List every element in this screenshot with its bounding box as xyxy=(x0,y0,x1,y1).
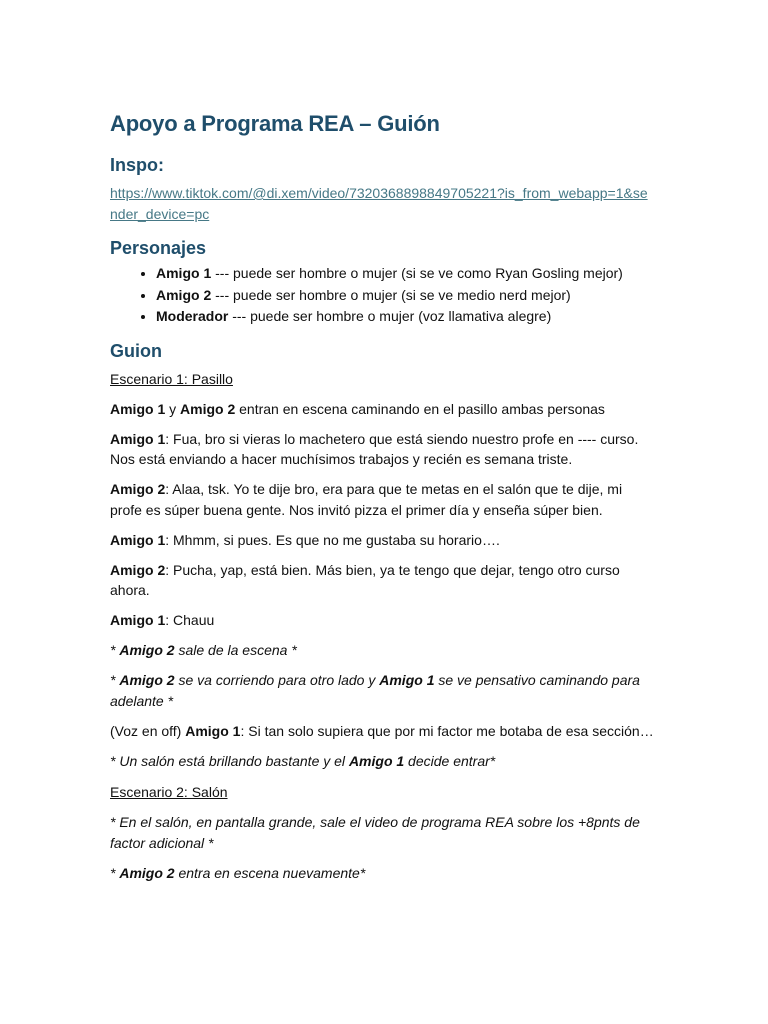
stage-direction xyxy=(110,863,655,884)
speaker-name: Amigo 2 xyxy=(110,481,166,497)
speaker-name: Amigo 1 xyxy=(110,400,166,417)
script-paragraph xyxy=(110,560,655,601)
dialogue-text: : Alaa, tsk. Yo te dije bro, era para que te metas en el salón que te dije, mi profe es súper buena gente. Nos invitó pizza el primer día y enseña súper bien. xyxy=(110,481,623,518)
guion-heading: Guion xyxy=(110,340,162,361)
stage-direction xyxy=(110,751,655,772)
direction-text: * xyxy=(110,672,120,688)
dialogue-text: : Fua, bro si vieras lo machetero que está siendo nuestro profe en ---- curso. Nos está enviando a hacer muchísimos trabajos y recién es semana triste. xyxy=(110,430,639,467)
personajes-heading: Personajes xyxy=(110,238,207,258)
speaker-name: Amigo 1 xyxy=(379,672,435,688)
character-desc: --- puede ser hombre o mujer (si se ve medio nerd mejor) xyxy=(211,286,571,303)
direction-text: se va corriendo para otro lado y xyxy=(174,672,380,688)
character-item xyxy=(156,285,655,307)
direction-text: * Un salón está brillando bastante y el xyxy=(110,752,349,769)
dialogue-text: : Chauu xyxy=(165,612,215,628)
dialogue-text: : Si tan solo supiera que por mi factor me botaba de esa sección… xyxy=(240,722,654,739)
stage-direction xyxy=(110,640,655,661)
speaker-name: Amigo 2 xyxy=(180,400,236,417)
document-title: Apoyo a Programa REA – Guión xyxy=(110,111,440,136)
speaker-name: Amigo 1 xyxy=(110,612,166,628)
speaker-name: Amigo 1 xyxy=(110,531,166,548)
voice-over-label: (Voz en off) xyxy=(110,722,186,739)
character-name: Amigo 2 xyxy=(156,286,212,303)
speaker-name: Amigo 1 xyxy=(348,752,405,769)
character-name: Moderador xyxy=(156,308,229,324)
speaker-name: Amigo 2 xyxy=(110,561,166,578)
speaker-name: Amigo 1 xyxy=(185,722,241,739)
character-list xyxy=(110,263,655,328)
tiktok-link[interactable]: https://www.tiktok.com/@di.xem/video/7320368898849705221?is_from_webapp=1&sender_device=pc xyxy=(110,185,648,222)
direction-text: se ve pensativo caminando para adelante * xyxy=(110,672,640,709)
script-paragraph xyxy=(110,479,655,520)
script-paragraph xyxy=(110,721,655,742)
direction-text: entra en escena nuevamente* xyxy=(174,864,366,881)
direction-text: sale de la escena * xyxy=(174,642,297,658)
script-paragraph xyxy=(110,399,655,420)
character-desc: --- puede ser hombre o mujer (voz llamativa alegre) xyxy=(228,308,552,324)
script-paragraph xyxy=(110,530,655,551)
stage-direction xyxy=(110,670,655,711)
script-paragraph xyxy=(110,429,655,470)
speaker-name: Amigo 2 xyxy=(119,864,175,881)
dialogue-text: : Mhmm, si pues. Es que no me gustaba su horario…. xyxy=(165,531,500,548)
scene-2-heading: Escenario 2: Salón xyxy=(110,784,228,800)
character-name: Amigo 1 xyxy=(156,265,212,281)
dialogue-text: : Pucha, yap, está bien. Más bien, ya te tengo que dejar, tengo otro curso ahora. xyxy=(110,561,620,598)
scene-1-heading: Escenario 1: Pasillo xyxy=(110,370,233,387)
document-content xyxy=(110,110,655,883)
script-paragraph xyxy=(110,610,655,631)
direction-text: decide entrar* xyxy=(404,752,496,769)
inspo-heading: Inspo: xyxy=(110,155,164,175)
speaker-name: Amigo 2 xyxy=(119,642,175,658)
character-desc: --- puede ser hombre o mujer (si se ve como Ryan Gosling mejor) xyxy=(211,265,623,281)
direction-text: * xyxy=(110,642,120,658)
character-item xyxy=(156,263,655,285)
direction-text: * xyxy=(110,864,120,881)
stage-direction: * En el salón, en pantalla grande, sale el video de programa REA sobre los +8pnts de factor adicional * xyxy=(110,814,640,851)
character-item xyxy=(156,306,655,328)
paragraph-text: entran en escena caminando en el pasillo ambas personas xyxy=(235,400,605,417)
speaker-name: Amigo 2 xyxy=(119,672,175,688)
speaker-name: Amigo 1 xyxy=(110,430,166,447)
connector-text: y xyxy=(165,400,181,417)
